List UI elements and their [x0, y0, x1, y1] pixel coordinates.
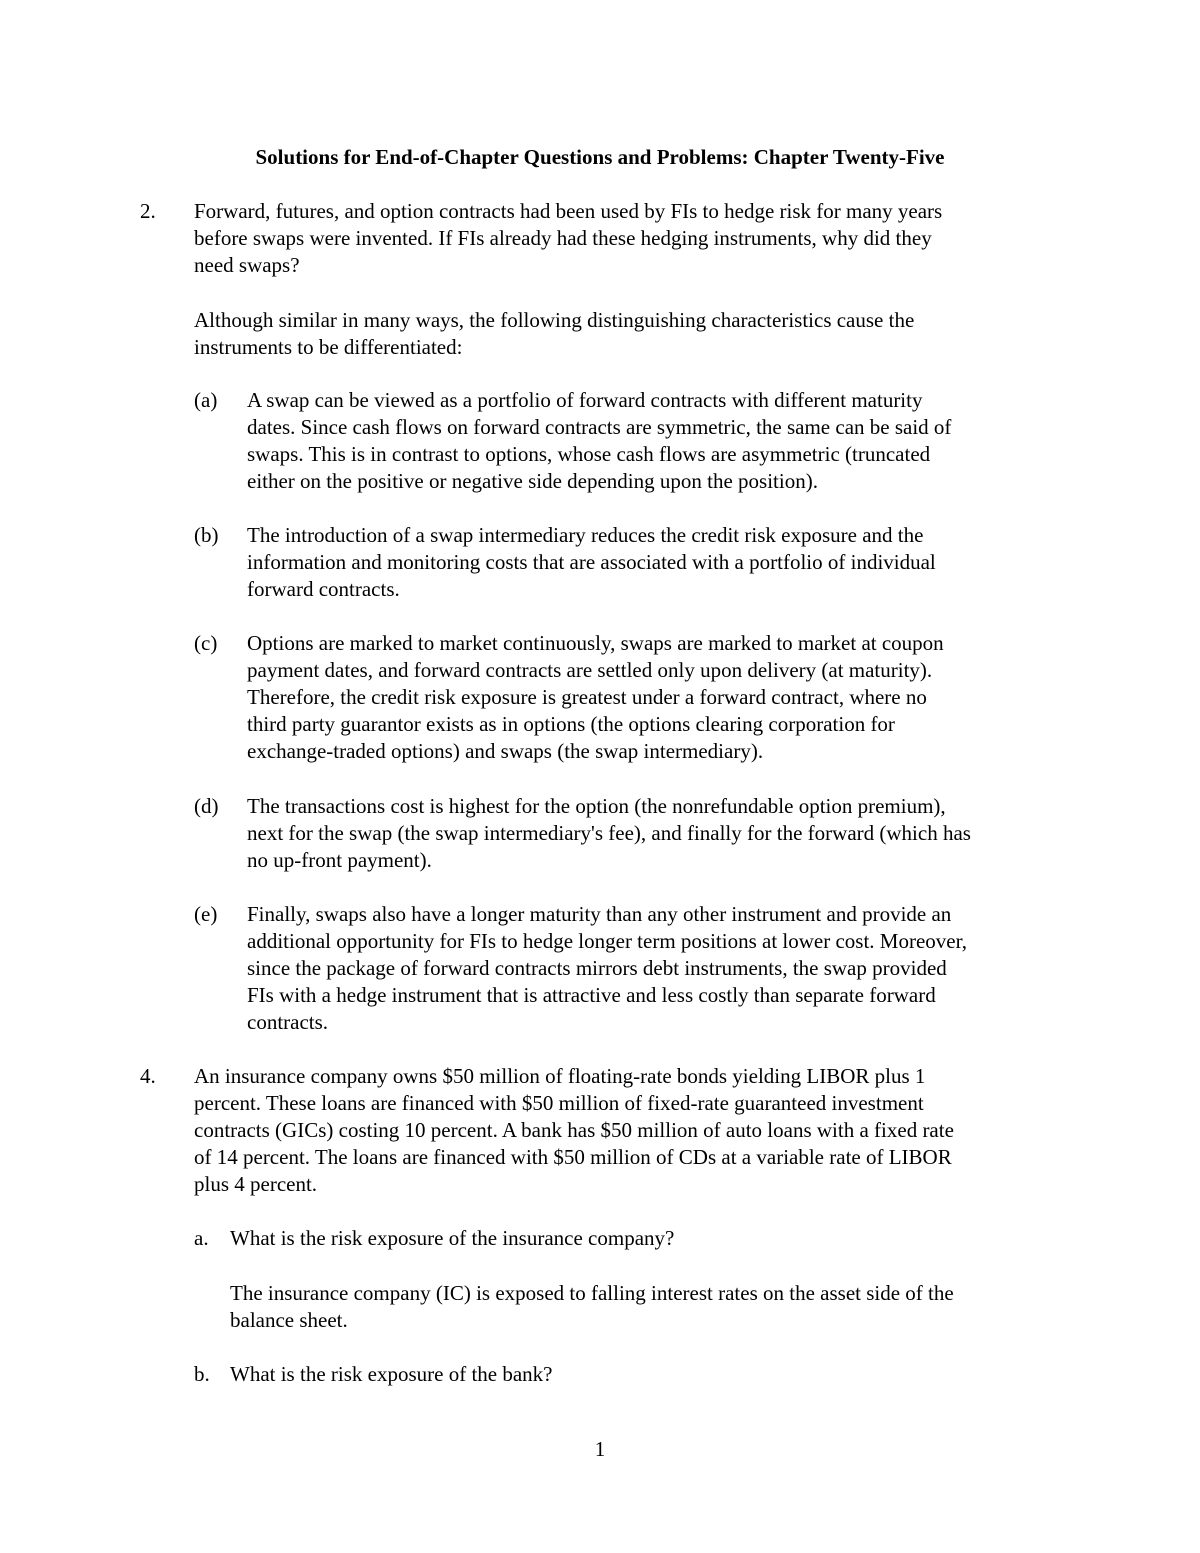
- text-line: What is the risk exposure of the insurance company?: [230, 1226, 675, 1250]
- text-line: The introduction of a swap intermediary reduces the credit risk exposure and the: [247, 523, 924, 547]
- point-c-text: [247, 630, 944, 765]
- text-line: Options are marked to market continuously, swaps are marked to market at coupon: [247, 631, 944, 655]
- point-e-text: [247, 901, 967, 1036]
- text-line: FIs with a hedge instrument that is attractive and less costly than separate forward: [247, 983, 936, 1007]
- point-label-b: (b): [194, 523, 219, 547]
- text-line: before swaps were invented. If FIs already had these hedging instruments, why did they: [194, 226, 932, 250]
- part-a-question: [230, 1225, 674, 1252]
- question-4-text: [194, 1063, 954, 1198]
- question-number-4: 4.: [140, 1064, 156, 1088]
- text-line: information and monitoring costs that are associated with a portfolio of individual: [247, 550, 936, 574]
- text-line: Therefore, the credit risk exposure is greatest under a forward contract, where no: [247, 685, 927, 709]
- text-line: payment dates, and forward contracts are settled only upon delivery (at maturity).: [247, 658, 933, 682]
- part-label-a: a.: [194, 1226, 209, 1250]
- page-title: Solutions for End-of-Chapter Questions and Problems: Chapter Twenty-Five: [255, 145, 945, 169]
- text-line: since the package of forward contracts mirrors debt instruments, the swap provided: [247, 956, 947, 980]
- text-line: Forward, futures, and option contracts had been used by FIs to hedge risk for many years: [194, 199, 943, 223]
- text-line: additional opportunity for FIs to hedge longer term positions at lower cost. Moreover,: [247, 929, 968, 953]
- point-d-text: [247, 793, 971, 874]
- text-line: exchange-traded options) and swaps (the swap intermediary).: [247, 739, 764, 763]
- text-line: plus 4 percent.: [194, 1172, 318, 1196]
- text-line: contracts.: [247, 1010, 329, 1034]
- question-number-2: 2.: [140, 199, 156, 223]
- text-line: of 14 percent. The loans are financed with $50 million of CDs at a variable rate of LIBOR: [194, 1145, 952, 1169]
- text-line: third party guarantor exists as in options (the options clearing corporation for: [247, 712, 895, 736]
- text-line: either on the positive or negative side depending upon the position).: [247, 469, 818, 493]
- text-line: A swap can be viewed as a portfolio of forward contracts with different maturity: [247, 388, 923, 412]
- text-line: The transactions cost is highest for the option (the nonrefundable option premium),: [247, 794, 946, 818]
- text-line: next for the swap (the swap intermediary's fee), and finally for the forward (which has: [247, 821, 971, 845]
- text-line: percent. These loans are financed with $50 million of fixed-rate guaranteed investment: [194, 1091, 924, 1115]
- text-line: Finally, swaps also have a longer maturity than any other instrument and provide an: [247, 902, 952, 926]
- answer-2-intro: [194, 307, 914, 361]
- page-number: 1: [594, 1437, 606, 1461]
- point-b-text: [247, 522, 936, 603]
- point-label-e: (e): [194, 902, 218, 926]
- text-line: An insurance company owns $50 million of floating-rate bonds yielding LIBOR plus 1: [194, 1064, 926, 1088]
- text-line: What is the risk exposure of the bank?: [230, 1362, 553, 1386]
- text-line: contracts (GICs) costing 10 percent. A bank has $50 million of auto loans with a fixed rate: [194, 1118, 954, 1142]
- point-a-text: [247, 387, 951, 495]
- point-label-d: (d): [194, 794, 219, 818]
- part-a-answer: [230, 1280, 954, 1334]
- text-line: Although similar in many ways, the following distinguishing characteristics cause the: [194, 308, 915, 332]
- point-label-a: (a): [194, 388, 218, 412]
- part-b-question: [230, 1361, 553, 1388]
- text-line: need swaps?: [194, 253, 300, 277]
- text-line: forward contracts.: [247, 577, 400, 601]
- point-label-c: (c): [194, 631, 218, 655]
- text-line: balance sheet.: [230, 1308, 348, 1332]
- part-label-b: b.: [194, 1362, 210, 1386]
- text-line: instruments to be differentiated:: [194, 335, 463, 359]
- text-line: no up-front payment).: [247, 848, 432, 872]
- text-line: swaps. This is in contrast to options, whose cash flows are asymmetric (truncated: [247, 442, 931, 466]
- text-line: dates. Since cash flows on forward contracts are symmetric, the same can be said of: [247, 415, 952, 439]
- text-line: The insurance company (IC) is exposed to falling interest rates on the asset side of the: [230, 1281, 954, 1305]
- question-2-text: [194, 198, 942, 279]
